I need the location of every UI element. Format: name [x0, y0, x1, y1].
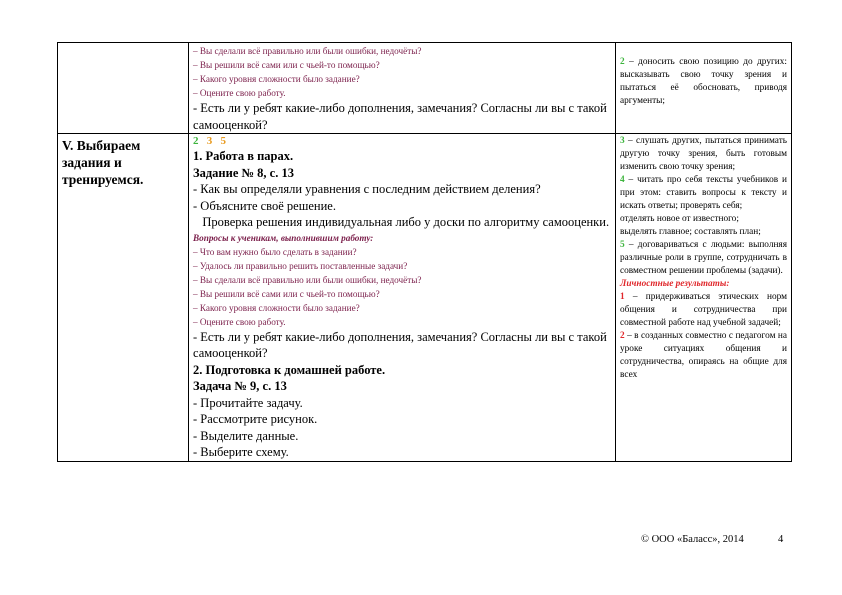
question-line: – Что вам нужно было сделать в задании?	[193, 246, 357, 257]
stage-cell	[58, 134, 189, 462]
task-reference: Задание № 8, с. 13	[193, 165, 294, 180]
result-item: 3 – слушать других, пытаться принимать другую точку зрения, быть готовым изменить свою точку зрения;	[620, 136, 787, 172]
result-item: 2 – в созданных совместно с педагогом на уроке ситуациях общения и сотрудничества, опираясь на общие для всех	[620, 331, 787, 380]
results-cell	[616, 43, 792, 134]
instruction-line: - Объясните своё решение.	[193, 198, 336, 213]
question-line: – Оцените свою работу.	[193, 316, 286, 327]
question-line: – Какого уровня сложности было задание?	[193, 302, 360, 313]
section-heading: 1. Работа в парах.	[193, 149, 294, 163]
result-item: выделять главное; составлять план;	[620, 227, 761, 237]
stage-cell	[58, 43, 189, 134]
instruction-line: Проверка решения индивидуальная либо у доски по алгоритму самооценки.	[193, 215, 610, 229]
result-item: 2 – доносить свою позицию до других: высказывать свою точку зрения и пытаться её обосновать, приводя аргументы;	[620, 57, 787, 106]
question-line: – Вы сделали всё правильно или были ошибки, недочёты?	[193, 274, 422, 285]
personal-results-heading: Личностные результаты:	[620, 279, 730, 289]
page-number: 4	[778, 534, 784, 545]
instruction-line: - Выберите схему.	[193, 445, 289, 459]
result-item: 5 – договариваться с людьми: выполняя различные роли в группе, сотрудничать в совместном решении проблемы (задачи).	[620, 240, 787, 276]
result-item: отделять новое от известного;	[620, 214, 739, 224]
task-reference: Задача № 9, с. 13	[193, 379, 287, 393]
closing-question: - Есть ли у ребят какие-либо дополнения, замечания? Согласны ли вы с такой самооценкой?	[193, 329, 607, 360]
question-line: – Вы сделали всё правильно или были ошибки, недочёты?	[193, 46, 422, 56]
table-row	[58, 43, 792, 134]
table-row	[58, 134, 792, 462]
closing-question: - Есть ли у ребят какие-либо дополнения, замечания? Согласны ли вы с такой самооценкой?	[193, 101, 607, 132]
question-line: – Вы решили всё сами или с чьей-то помощью?	[193, 288, 380, 299]
question-line: – Какого уровня сложности было задание?	[193, 74, 360, 84]
result-item: 1 – придерживаться этических норм общения и сотрудничества при совместной работе над учебной задачей;	[620, 292, 787, 328]
stage-title: V. Выбираем задания и тренируемся.	[62, 138, 144, 187]
instruction-line: - Как вы определяли уравнения с последним действием деления?	[193, 182, 541, 196]
activity-cell	[189, 134, 616, 462]
copyright-footer: © ООО «Баласс», 2014	[641, 534, 744, 545]
instruction-line: - Выделите данные.	[193, 428, 299, 443]
question-line: – Удалось ли правильно решить поставленные задачи?	[193, 260, 408, 271]
questions-heading: Вопросы к ученикам, выполнившим работу:	[193, 232, 374, 243]
lesson-table	[57, 42, 792, 462]
instruction-line: - Рассмотрите рисунок.	[193, 412, 318, 426]
question-line: – Оцените свою работу.	[193, 88, 286, 98]
instruction-line: - Прочитайте задачу.	[193, 395, 303, 410]
question-line: – Вы решили всё сами или с чьей-то помощью?	[193, 60, 380, 70]
results-cell	[616, 134, 792, 462]
activity-cell	[189, 43, 616, 134]
result-item: 4 – читать про себя тексты учебников и при этом: ставить вопросы к тексту и искать ответы; проверять себя;	[620, 175, 787, 211]
section-heading: 2. Подготовка к домашней работе.	[193, 362, 386, 377]
difficulty-levels: 2 3 5	[193, 135, 226, 147]
